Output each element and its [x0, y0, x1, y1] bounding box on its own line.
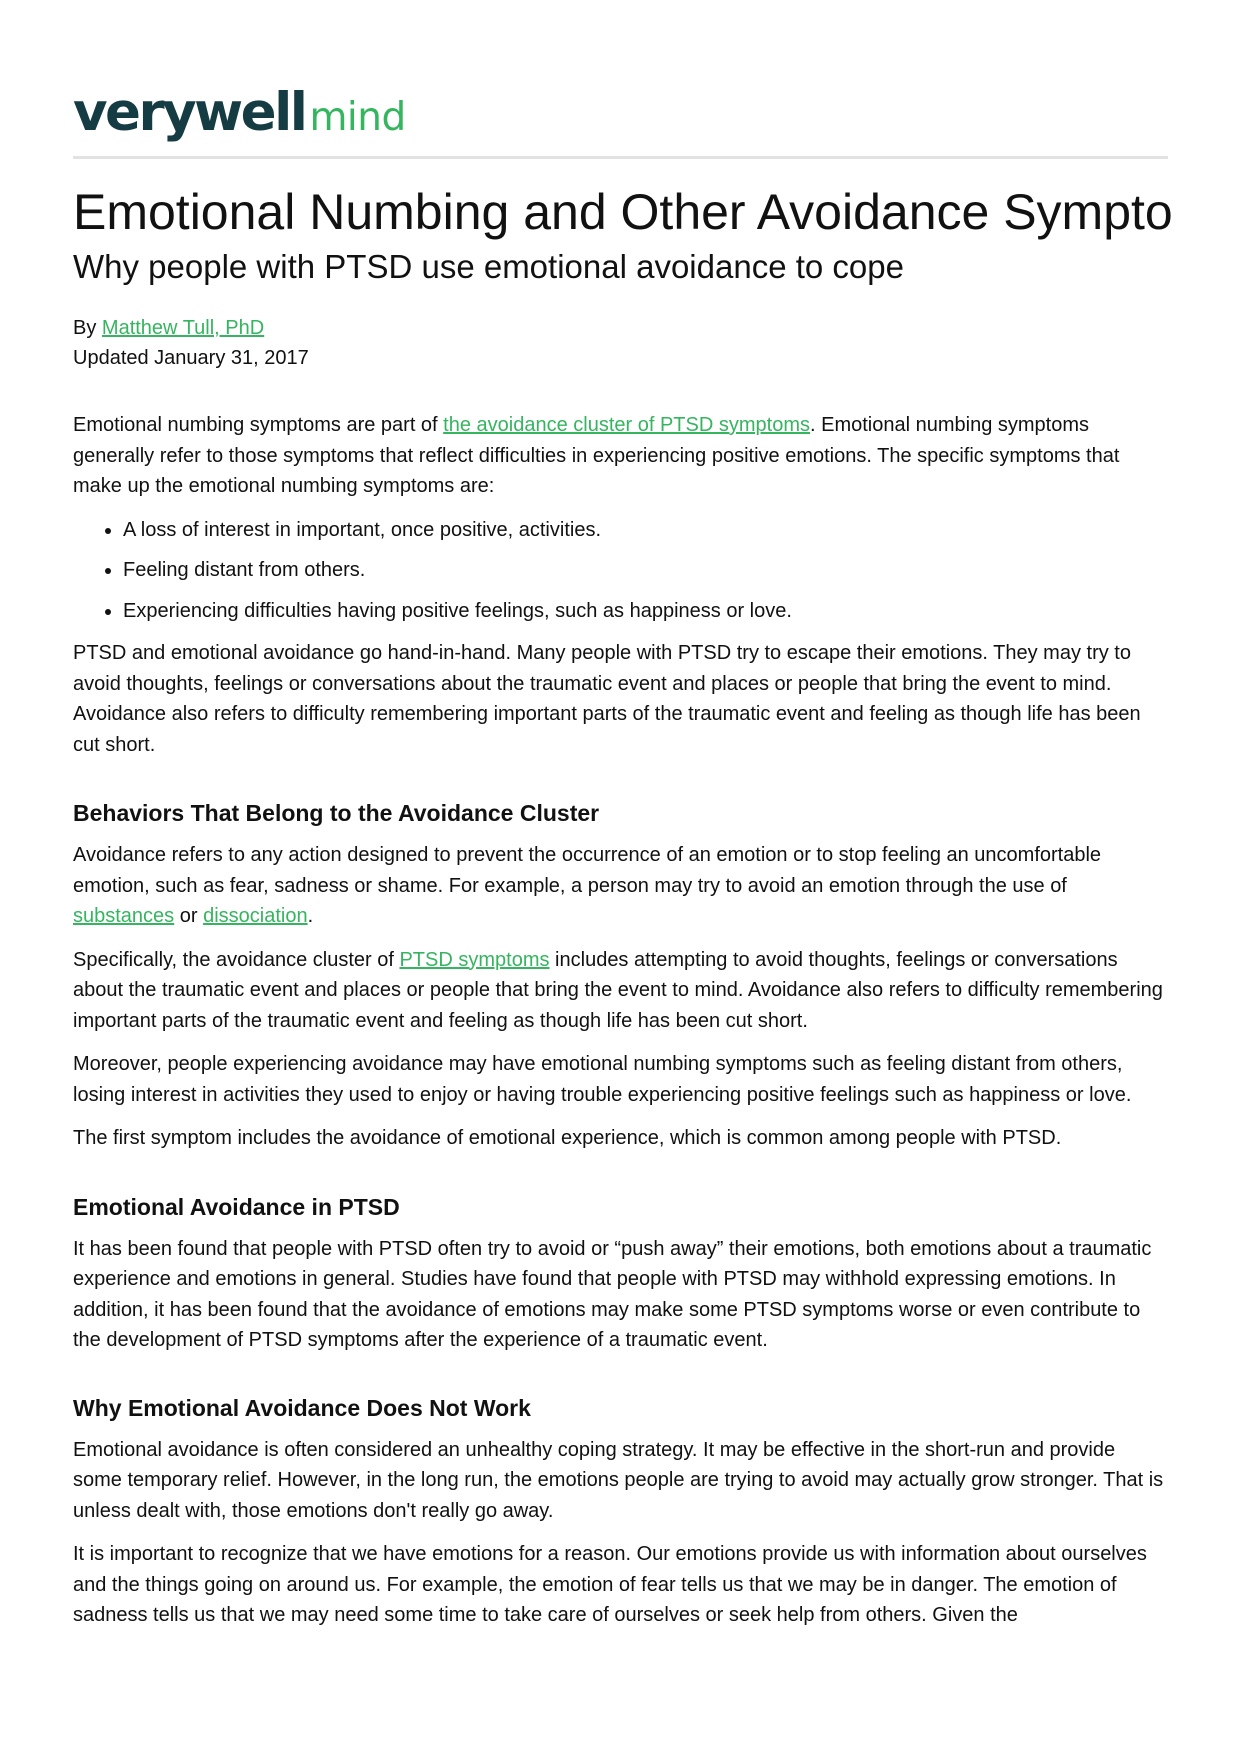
article-body	[73, 410, 1168, 1644]
article-title: Emotional Numbing and Other Avoidance Sympto	[73, 184, 1173, 240]
paragraph: It is important to recognize that we have emotions for a reason. Our emotions provide us with information about ourselves and the things going on around us. For example, the emotion of fear tells us that we may be in danger. The emotion of sadness tells us that we may need some time to take care of ourselves or seek help from others. Given the	[73, 1543, 1147, 1626]
section-heading: Emotional Avoidance in PTSD	[73, 1193, 400, 1220]
header-divider	[73, 156, 1168, 159]
section-heading: Behaviors That Belong to the Avoidance Cluster	[73, 800, 600, 826]
text-run: Avoidance refers to any action designed to prevent the occurrence of an emotion or to stop feeling an uncomfortable emotion, such as fear, sadness or shame. For example, a person may try to avoid an emotion through the use of	[73, 844, 1102, 897]
article-subtitle: Why people with PTSD use emotional avoidance to cope	[73, 248, 904, 285]
list-item: • Experiencing difficulties having positive feelings, such as happiness or love.	[123, 596, 1168, 627]
text-run: includes attempting to avoid thoughts, feelings or conversations about the traumatic event and places or people that bring the event to mind. Avoidance also refers to difficulty remembering important parts of the traumatic event and feeling as though life has been cut short.	[73, 948, 1163, 1032]
text-run: . Emotional numbing symptoms generally refer to those symptoms that reflect difficulties in experiencing positive emotions. The specific symptoms that make up the emotional numbing symptoms are:	[73, 414, 1120, 497]
substances-link[interactable]: substances	[73, 905, 175, 927]
symptom-list	[73, 515, 1168, 627]
paragraph: The first symptom includes the avoidance of emotional experience, which is common among people with PTSD.	[73, 1127, 1062, 1149]
author-link[interactable]: Matthew Tull, PhD	[101, 317, 265, 339]
byline	[73, 313, 309, 343]
text-run: .	[307, 905, 314, 927]
ptsd-symptoms-link[interactable]: PTSD symptoms	[399, 948, 550, 971]
byline-prefix: By	[73, 317, 102, 339]
paragraph: Emotional avoidance is often considered an unhealthy coping strategy. It may be effective in the short-run and provide some temporary relief. However, in the long run, the emotions people are trying to avoid may actually grow stronger. That is unless dealt with, those emotions don't really go away.	[73, 1438, 1164, 1522]
avoidance-cluster-link[interactable]: the avoidance cluster of PTSD symptoms	[443, 414, 810, 436]
logo-wordmark: verywell	[73, 82, 306, 143]
dissociation-link[interactable]: dissociation	[203, 905, 308, 927]
list-item: • A loss of interest in important, once positive, activities.	[123, 515, 1168, 546]
updated-date: Updated January 31, 2017	[73, 347, 309, 369]
paragraph	[73, 840, 1168, 932]
intro-paragraph	[73, 410, 1168, 502]
paragraph	[73, 945, 1168, 1037]
text-run: Emotional numbing symptoms are part of	[73, 414, 444, 436]
text-run: Specifically, the avoidance cluster of	[73, 948, 400, 971]
logo-subbrand: mind	[309, 95, 406, 140]
list-item: • Feeling distant from others.	[123, 555, 1168, 586]
paragraph: PTSD and emotional avoidance go hand-in-hand. Many people with PTSD try to escape their emotions. They may try to avoid thoughts, feelings or conversations about the traumatic event and places or people that bring the event to mind. Avoidance also refers to difficulty remembering important parts of the traumatic event and feeling as though life has been cut short.	[73, 642, 1141, 756]
section-heading: Why Emotional Avoidance Does Not Work	[73, 1394, 531, 1421]
text-run: or	[174, 905, 204, 927]
site-logo[interactable]	[73, 82, 406, 150]
paragraph: It has been found that people with PTSD often try to avoid or “push away” their emotions, both emotions about a traumatic experience and emotions in general. Studies have found that people with PTSD may withhold expressing emotions. In addition, it has been found that the avoidance of emotions may make some PTSD symptoms worse or even contribute to the development of PTSD symptoms after the experience of a traumatic event.	[73, 1237, 1152, 1351]
article-meta	[73, 313, 309, 373]
paragraph: Moreover, people experiencing avoidance may have emotional numbing symptoms such as feeling distant from others, losing interest in activities they used to enjoy or having trouble experiencing positive feelings such as happiness or love.	[73, 1053, 1132, 1106]
